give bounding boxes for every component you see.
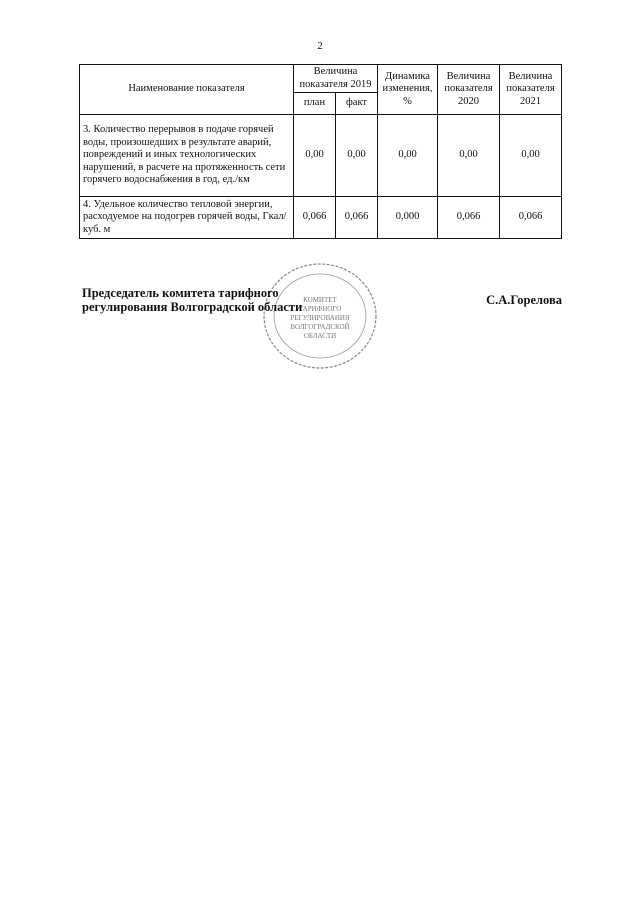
stamp-line: ВОЛГОГРАДСКОЙ (290, 323, 350, 331)
row-fact: 0,00 (336, 115, 378, 197)
header-dynamics: Динамика изменения, % (378, 65, 438, 115)
row-dynamics: 0,000 (378, 197, 438, 239)
row-name: 4. Удельное количество тепловой энергии, расходуемое на подогрев горячей воды, Гкал/куб. м (80, 197, 294, 239)
row-name: 3. Количество перерывов в подаче горячей воды, произошедших в результате аварий, повреждений и иных технологических нарушений, в расчете на протяженность сети горячего водоснабжения в год, ед./км (80, 115, 294, 197)
row-fact: 0,066 (336, 197, 378, 239)
row-value-2020: 0,00 (438, 115, 500, 197)
table-row (80, 115, 562, 197)
row-plan: 0,066 (294, 197, 336, 239)
stamp-line: ОБЛАСТИ (303, 332, 337, 340)
row-value-2021: 0,066 (500, 197, 562, 239)
row-plan: 0,00 (294, 115, 336, 197)
row-dynamics: 0,00 (378, 115, 438, 197)
header-name: Наименование показателя (80, 65, 294, 115)
stamp-line: КОМИТЕТ (303, 296, 337, 304)
header-value-2021: Величина показателя 2021 (500, 65, 562, 115)
table-row (80, 197, 562, 239)
signatory-title: Председатель комитета тарифного регулирования Волгоградской области (82, 286, 303, 314)
row-value-2020: 0,066 (438, 197, 500, 239)
indicators-table (79, 64, 562, 239)
stamp-line: ТАРИФНОГО (298, 305, 342, 313)
header-fact: факт (336, 93, 378, 115)
header-plan: план (294, 93, 336, 115)
row-value-2021: 0,00 (500, 115, 562, 197)
stamp-line: РЕГУЛИРОВАНИЯ (290, 314, 350, 322)
header-value-2020: Величина показателя 2020 (438, 65, 500, 115)
page-number: 2 (317, 40, 323, 52)
header-value-2019: Величина показателя 2019 (294, 65, 378, 93)
official-seal (258, 258, 388, 378)
signatory-name: С.А.Горелова (486, 293, 562, 307)
